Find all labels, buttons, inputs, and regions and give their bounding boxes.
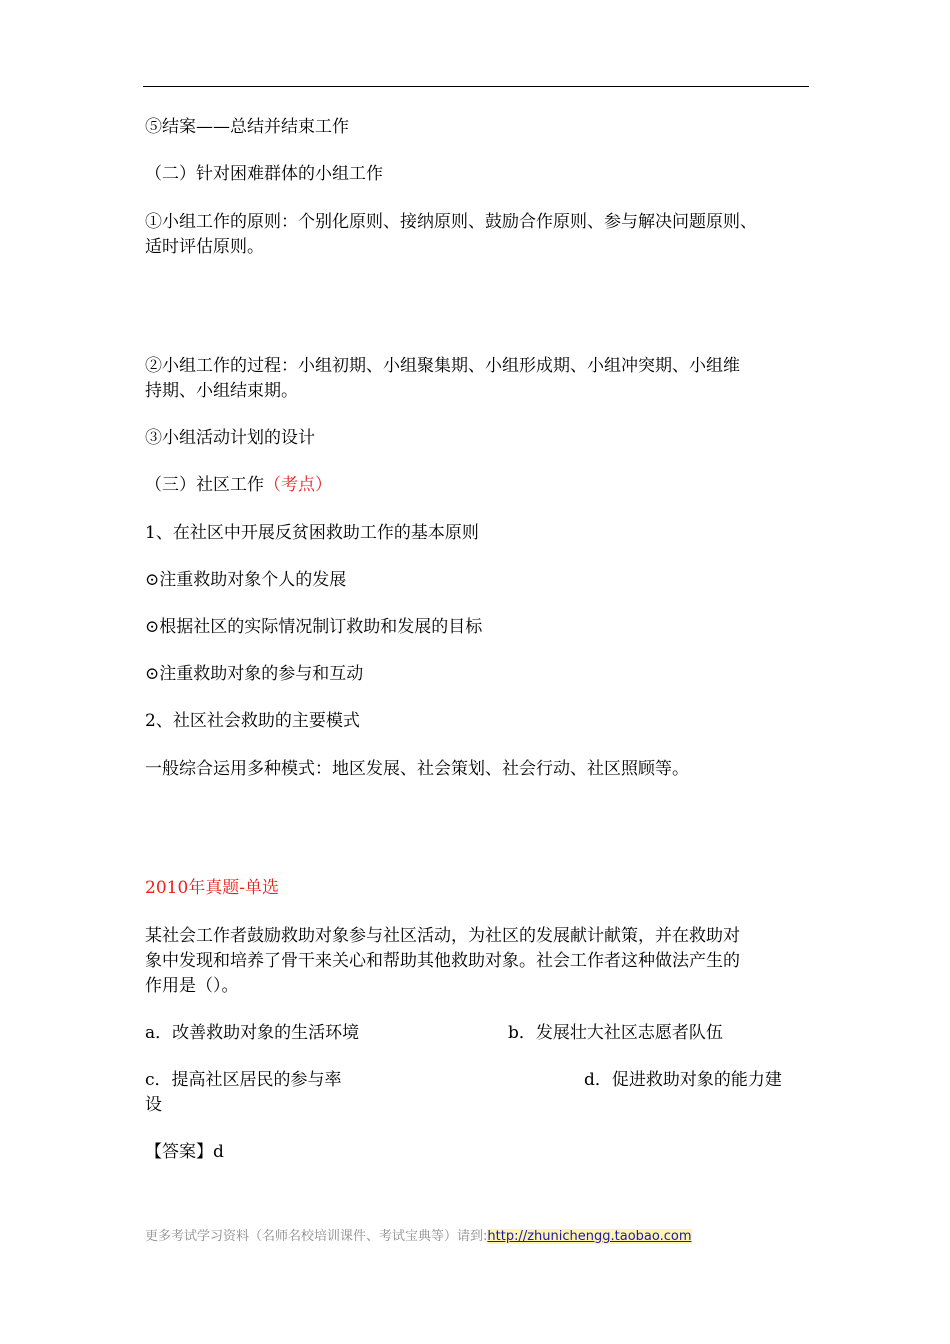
question-line: 某社会工作者鼓励救助对象参与社区活动，为社区的发展献计献策，并在救助对: [145, 926, 740, 946]
footer-link[interactable]: http://zhunichengg.taobao.com: [487, 1229, 692, 1244]
option-d: d．促进救助对象的能力建: [584, 1070, 782, 1090]
text-line: ①小组工作的原则：个别化原则、接纳原则、鼓励合作原则、参与解决问题原则、: [145, 212, 757, 232]
text-line: ②小组工作的过程：小组初期、小组聚集期、小组形成期、小组冲突期、小组维: [145, 356, 740, 376]
footer: [145, 1225, 692, 1244]
text-line: ③小组活动计划的设计: [145, 428, 315, 448]
bullet-item: ⊙注重救助对象的参与和互动: [145, 664, 364, 684]
question-line: 作用是（）。: [145, 976, 239, 996]
key-point-badge: （考点）: [264, 475, 332, 495]
option-c: c．提高社区居民的参与率: [145, 1070, 342, 1090]
section-title: （三）社区工作: [145, 475, 264, 495]
exam-heading: 2010年真题-单选: [145, 878, 280, 898]
text-line: 一般综合运用多种模式：地区发展、社会策划、社会行动、社区照顾等。: [145, 759, 689, 779]
footer-text: 更多考试学习资料（名师名校培训课件、考试宝典等）请到:: [145, 1229, 488, 1244]
bullet-item: ⊙根据社区的实际情况制订救助和发展的目标: [145, 617, 483, 637]
option-d-continuation: 设: [145, 1095, 162, 1115]
option-a: a．改善救助对象的生活环境: [145, 1023, 360, 1043]
answer: 【答案】d: [145, 1142, 224, 1162]
text-line: 持期、小组结束期。: [145, 381, 298, 401]
text-line: 2、社区社会救助的主要模式: [145, 711, 360, 731]
bullet-item: ⊙注重救助对象个人的发展: [145, 570, 347, 590]
text-line: 1、在社区中开展反贫困救助工作的基本原则: [145, 523, 479, 543]
question-line: 象中发现和培养了骨干来关心和帮助其他救助对象。社会工作者这种做法产生的: [145, 951, 740, 971]
section-heading: [145, 473, 332, 497]
header-rule: [143, 86, 809, 87]
section-heading: （二）针对困难群体的小组工作: [145, 164, 383, 184]
text-line: 适时评估原则。: [145, 237, 264, 257]
option-b: b．发展壮大社区志愿者队伍: [508, 1023, 723, 1043]
text-line: ⑤结案——总结并结束工作: [145, 117, 349, 137]
